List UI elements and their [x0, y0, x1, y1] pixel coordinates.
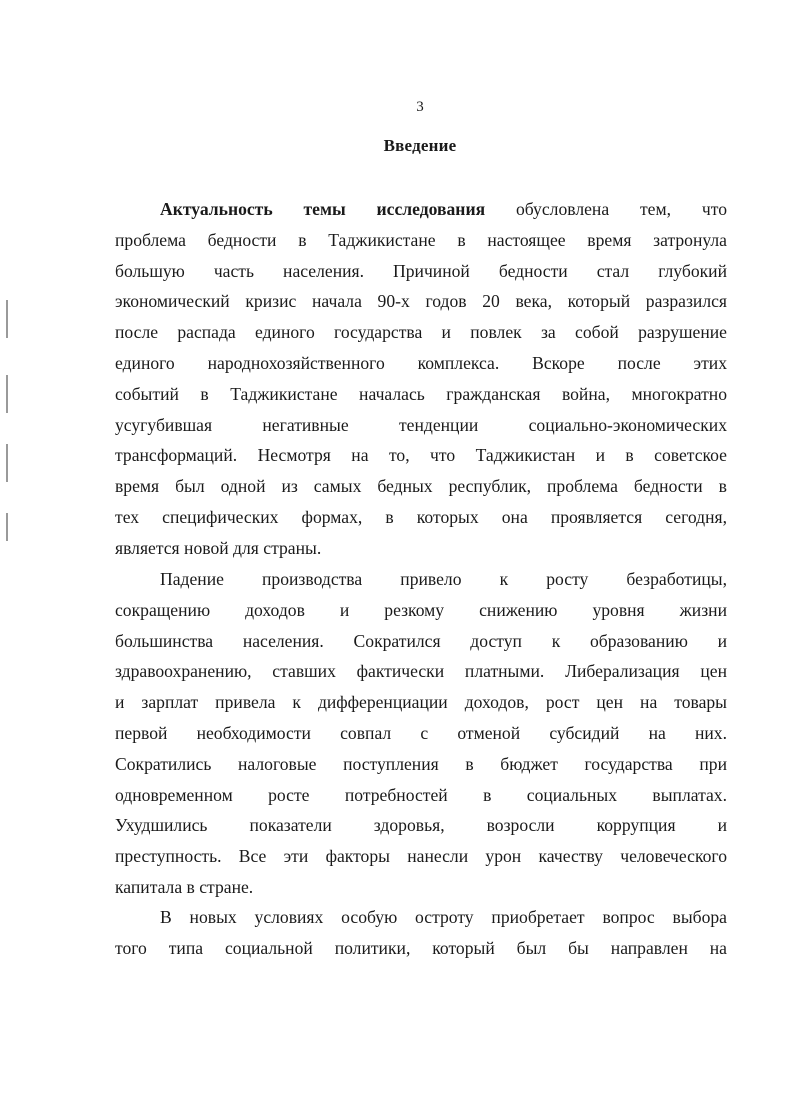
paragraph-line: Ухудшились показатели здоровья, возросли коррупция и [115, 815, 727, 836]
line-text: обусловлена тем, что [485, 199, 728, 219]
paragraph-line: усугубившая негативные тенденции социально-экономических [115, 414, 727, 435]
paragraph-line: является новой для страны. [115, 537, 322, 558]
paragraph-relevance [115, 194, 727, 564]
paragraph-line: сокращению доходов и резкому снижению уровня жизни [115, 599, 727, 620]
paragraph-line: экономический кризис начала 90-х годов 20 века, который разразился [115, 291, 727, 312]
paragraph-line: того типа социальной политики, который был бы направлен на [115, 937, 727, 958]
section-heading: Введение [383, 136, 457, 155]
paragraph-line: первой необходимости совпал с отменой субсидий на них. [115, 722, 727, 743]
paragraph-line: здравоохранению, ставших фактически платными. Либерализация цен [115, 661, 727, 682]
scan-margin-mark [6, 300, 8, 338]
paragraph-line: после распада единого государства и повлек за собой разрушение [115, 322, 727, 343]
paragraph-line: Падение производства привело к росту безработицы, [160, 569, 727, 589]
paragraph-new-conditions [115, 902, 727, 964]
bold-term: Актуальность темы исследования [160, 199, 486, 219]
scan-margin-mark [6, 513, 8, 541]
scan-margin-mark [6, 375, 8, 413]
paragraph-line: В новых условиях особую остроту приобретает вопрос выбора [160, 907, 727, 927]
paragraph-line: единого народнохозяйственного комплекса. Вскоре после этих [115, 352, 727, 373]
paragraph-production-decline [115, 564, 727, 903]
paragraph-line: Сократились налоговые поступления в бюджет государства при [115, 753, 727, 774]
paragraph-line: одновременном росте потребностей в социальных выплатах. [115, 784, 727, 805]
paragraph-line: событий в Таджикистане началась гражданская война, многократно [115, 383, 727, 404]
paragraph-line: время был одной из самых бедных республик, проблема бедности в [115, 476, 727, 497]
page-number: 3 [416, 99, 424, 115]
paragraph-line: трансформаций. Несмотря на то, что Таджикистан и в советское [115, 445, 727, 466]
paragraph-line [115, 194, 727, 225]
paragraph-line: проблема бедности в Таджикистане в настоящее время затронула [115, 229, 727, 250]
scan-margin-mark [6, 444, 8, 482]
paragraph-line: преступность. Все эти факторы нанесли урон качеству человеческого [115, 846, 727, 867]
paragraph-line: большинства населения. Сократился доступ к образованию и [115, 630, 727, 651]
paragraph-line: и зарплат привела к дифференциации доходов, рост цен на товары [115, 692, 727, 713]
paragraph-line: капитала в стране. [115, 876, 254, 897]
paragraph-line: большую часть населения. Причиной бедности стал глубокий [115, 260, 727, 281]
paragraph-line: тех специфических формах, в которых она проявляется сегодня, [115, 506, 727, 527]
